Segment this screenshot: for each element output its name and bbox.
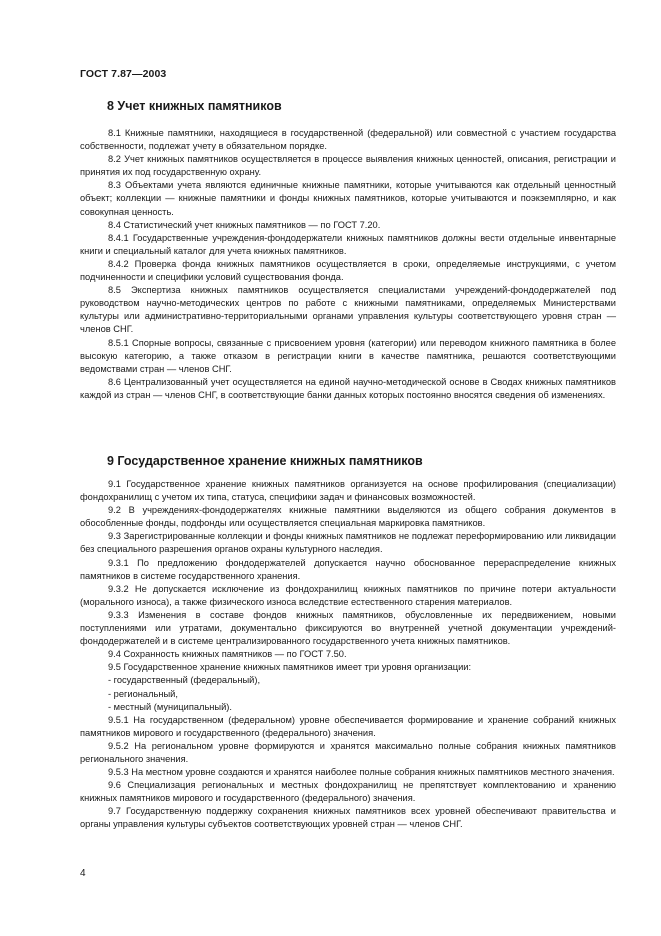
section-8	[80, 98, 616, 402]
level-list-item: - местный (муниципальный).	[108, 701, 232, 712]
paragraph-8-5: 8.5 Экспертиза книжных памятников осуществляется специалистами учреждений-фондодержателей под руководством научно-методических центров по работе с книжными памятниками, определяемых Министерствами культуры или административно-территориальными органами управления культуры соответствующего уровня стран — членов СНГ.	[80, 285, 616, 335]
paragraph-8-4-2: 8.4.2 Проверка фонда книжных памятников осуществляется в сроки, определяемые инструкциями, с учетом подчиненности и специфики условий существования фонда.	[80, 258, 616, 283]
standard-header: ГОСТ 7.87—2003	[80, 68, 167, 80]
paragraph-8-4-1: 8.4.1 Государственные учреждения-фондодержатели книжных памятников должны вести отдельные инвентарные книги и специальный каталог для учета книжных памятников.	[80, 232, 616, 256]
section-9	[80, 453, 616, 832]
page-number: 4	[80, 868, 86, 879]
paragraph-9-5-1: 9.5.1 На государственном (федеральном) уровне обеспечивается формирование и хранение собраний книжных памятников мирового и государственного (федерального) значения.	[80, 714, 616, 738]
paragraph-8-2: 8.2 Учет книжных памятников осуществляется в процессе выявления книжных ценностей, описания, регистрации и принятия их под государственную охрану.	[80, 154, 616, 178]
paragraph-9-5-2: 9.5.2 На региональном уровне формируются и хранятся максимально полные собрания книжных памятников регионального значения.	[80, 740, 616, 764]
paragraph-9-5: 9.5 Государственное хранение книжных памятников имеет три уровня организации:	[108, 662, 472, 673]
paragraph-9-1: 9.1 Государственное хранение книжных памятников организуется на основе профилирования (специализации) фондохранилищ с учетом их типа, статуса, специфики задач и финансовых возможностей.	[80, 479, 616, 503]
paragraph-9-2: 9.2 В учреждениях-фондодержателях книжные памятники выделяются из общего собрания документов в обособленные фонды, подфонды или осуществляется специальная маркировка памятников.	[80, 505, 616, 529]
section-9-title: 9 Государственное хранение книжных памятников	[107, 454, 423, 468]
paragraph-8-3: 8.3 Объектами учета являются единичные книжные памятники, которые учитываются как отдельный ценностный объект; коллекции — книжные памятники и фонды книжных памятников, которые учитываются и поэкземплярно, и как совокупная ценность.	[80, 180, 616, 217]
level-list-item: - региональный,	[108, 688, 178, 699]
level-list-item: - государственный (федеральный),	[108, 675, 261, 686]
paragraph-8-4: 8.4 Статистический учет книжных памятников — по ГОСТ 7.20.	[108, 219, 381, 230]
paragraph-9-4: 9.4 Сохранность книжных памятников — по ГОСТ 7.50.	[108, 649, 347, 660]
paragraph-9-3-3: 9.3.3 Изменения в составе фондов книжных памятников, обусловленные их передвижением, новыми поступлениями или утратами, документально фиксируются во внутренней учетной документации учреждений-фондодержателей и в системе централизированного государственного учета книжных памятников.	[80, 609, 616, 647]
paragraph-8-5-1: 8.5.1 Спорные вопросы, связанные с присвоением уровня (категории) или переводом книжного памятника в более высокую категорию, а также отказом в регистрации книги в качестве памятника, решаются соответствующими ведомствами стран — членов СНГ.	[80, 337, 616, 374]
paragraph-9-3-1: 9.3.1 По предложению фондодержателей допускается научно обоснованное перераспределение книжных памятников в системе государственного хранения.	[80, 557, 616, 581]
paragraph-9-3-2: 9.3.2 Не допускается исключение из фондохранилищ книжных памятников по причине потери актуальности (морального износа), а также физического износа вследствие естественного старения материалов.	[80, 583, 616, 607]
paragraph-8-1: 8.1 Книжные памятники, находящиеся в государственной (федеральной) или совместной с участием государства собственности, подлежат учету в обязательном порядке.	[80, 128, 616, 152]
paragraph-8-6: 8.6 Централизованный учет осуществляется на единой научно-методической основе в Сводах книжных памятников каждой из стран — членов СНГ, в соответствующие банки данных которых постоянно вносятся сведения об изменениях.	[80, 376, 616, 400]
paragraph-9-7: 9.7 Государственную поддержку сохранения книжных памятников всех уровней обеспечивают правительства и органы управления культуры субъектов соответствующих уровней стран — членов СНГ.	[80, 806, 616, 830]
paragraph-9-6: 9.6 Специализация региональных и местных фондохранилищ не препятствует комплектованию и хранению книжных памятников мирового и государственного (федерального) значения.	[80, 780, 616, 804]
paragraph-9-3: 9.3 Зарегистрированные коллекции и фонды книжных памятников не подлежат переформированию или ликвидации без специального разрешения органов охраны культурного наследия.	[80, 531, 616, 555]
paragraph-9-5-3: 9.5.3 На местном уровне создаются и хранятся наиболее полные собрания книжных памятников местного значения.	[108, 767, 615, 778]
section-8-title: 8 Учет книжных памятников	[107, 99, 282, 113]
